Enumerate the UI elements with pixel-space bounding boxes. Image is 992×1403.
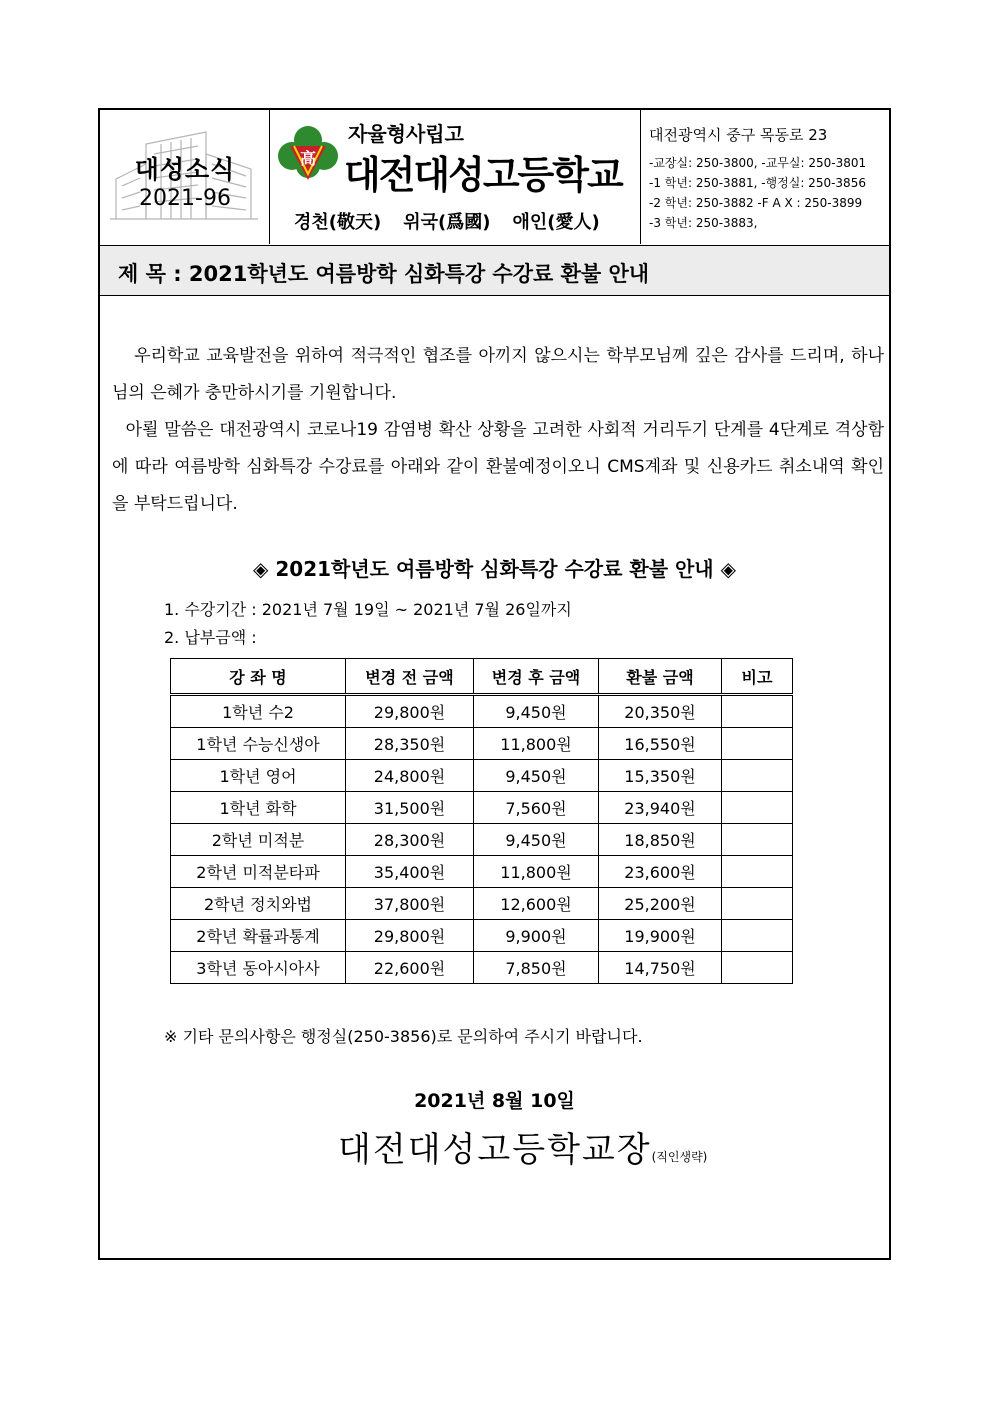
cell-after: 11,800원	[474, 728, 599, 760]
cell-remarks	[722, 760, 793, 792]
table-row	[171, 760, 793, 792]
contact-info	[641, 110, 891, 244]
item-list	[164, 596, 572, 652]
cell-refund: 14,750원	[599, 952, 722, 984]
cell-remarks	[722, 952, 793, 984]
cell-before: 24,800원	[346, 760, 474, 792]
cell-course: 3학년 동아시아사	[171, 952, 346, 984]
fee-table	[170, 658, 793, 984]
cell-before: 28,350원	[346, 728, 474, 760]
table-row	[171, 695, 793, 728]
cell-remarks	[722, 920, 793, 952]
phone-line-1: -교장실: 250-3800, -교무실: 250-3801	[649, 156, 867, 170]
cell-course: 1학년 수2	[171, 695, 346, 728]
subject-line: 제 목 : 2021학년도 여름방학 심화특강 수강료 환불 안내	[100, 246, 889, 296]
cell-refund: 20,350원	[599, 695, 722, 728]
cell-remarks	[722, 888, 793, 920]
header-refund: 환불 금액	[599, 659, 722, 695]
motto-1: 경천(敬天)	[294, 212, 382, 233]
seal-omitted-note: (직인생략)	[651, 1150, 708, 1164]
cell-before: 35,400원	[346, 856, 474, 888]
body-paragraph-1: 우리학교 교육발전을 위하여 적극적인 협조를 아끼지 않으시는 학부모님께 깊은 감사를 드리며, 하나님의 은혜가 충만하시기를 기원합니다.	[112, 346, 884, 403]
cell-refund: 23,600원	[599, 856, 722, 888]
cell-after: 12,600원	[474, 888, 599, 920]
cell-refund: 25,200원	[599, 888, 722, 920]
cell-before: 29,800원	[346, 920, 474, 952]
header-before: 변경 전 금액	[346, 659, 474, 695]
cell-remarks	[722, 856, 793, 888]
item-period: 1. 수강기간 : 2021년 7월 19일 ~ 2021년 7월 26일까지	[164, 600, 572, 619]
table-row	[171, 856, 793, 888]
document-frame	[98, 108, 891, 1260]
cell-after: 7,850원	[474, 952, 599, 984]
motto-2: 위국(爲國)	[403, 212, 491, 233]
cell-after: 9,450원	[474, 824, 599, 856]
motto-3: 애인(愛人)	[512, 212, 600, 233]
cell-before: 29,800원	[346, 695, 474, 728]
principal-signature	[338, 1122, 707, 1171]
inquiry-note: ※ 기타 문의사항은 행정실(250-3856)로 문의하여 주시기 바랍니다.	[164, 1027, 643, 1046]
school-type: 자율형사립고	[348, 122, 464, 146]
letter-body	[112, 338, 884, 523]
cell-remarks	[722, 824, 793, 856]
cell-refund: 16,550원	[599, 728, 722, 760]
table-row	[171, 824, 793, 856]
phone-line-3: -2 학년: 250-3882 -F A X : 250-3899	[649, 196, 863, 210]
cell-after: 9,450원	[474, 695, 599, 728]
school-emblem-icon	[276, 122, 340, 188]
cell-course: 2학년 정치와법	[171, 888, 346, 920]
cell-refund: 19,900원	[599, 920, 722, 952]
cell-course: 2학년 미적분	[171, 824, 346, 856]
school-name: 대전대성고등학교	[344, 153, 622, 197]
school-identity	[270, 110, 641, 244]
school-address: 대전광역시 중구 목동로 23	[649, 126, 828, 144]
header-after: 변경 후 금액	[474, 659, 599, 695]
phone-line-2: -1 학년: 250-3881, -행정실: 250-3856	[649, 176, 866, 190]
newsletter-badge	[100, 110, 270, 244]
table-row	[171, 888, 793, 920]
cell-refund: 23,940원	[599, 792, 722, 824]
issue-number: 2021-96	[139, 186, 231, 211]
school-mottos	[294, 208, 622, 234]
header-remarks: 비고	[722, 659, 793, 695]
header-course: 강 좌 명	[171, 659, 346, 695]
issue-date: 2021년 8월 10일	[414, 1090, 575, 1112]
table-row	[171, 952, 793, 984]
cell-remarks	[722, 792, 793, 824]
cell-after: 9,900원	[474, 920, 599, 952]
emblem-glyph: 高	[299, 149, 317, 168]
principal-title: 대전대성고등학교장	[338, 1130, 652, 1170]
table-row	[171, 920, 793, 952]
cell-course: 1학년 화학	[171, 792, 346, 824]
cell-before: 31,500원	[346, 792, 474, 824]
cell-refund: 15,350원	[599, 760, 722, 792]
cell-after: 11,800원	[474, 856, 599, 888]
cell-remarks	[722, 695, 793, 728]
cell-course: 2학년 미적분타파	[171, 856, 346, 888]
cell-remarks	[722, 728, 793, 760]
table-header-row	[171, 659, 793, 695]
cell-after: 7,560원	[474, 792, 599, 824]
item-payment: 2. 납부금액 :	[164, 628, 257, 647]
table-row	[171, 792, 793, 824]
body-paragraph-2: 아뢸 말씀은 대전광역시 코로나19 감염병 확산 상황을 고려한 사회적 거리두기 단계를 4단계로 격상함에 따라 여름방학 심화특강 수강료를 아래와 같이 환불예정이오니 CMS계좌 및 신용카드 취소내역 확인을 부탁드립니다.	[112, 420, 884, 514]
table-title: ◈ 2021학년도 여름방학 심화특강 수강료 환불 안내 ◈	[253, 557, 736, 581]
cell-before: 22,600원	[346, 952, 474, 984]
cell-after: 9,450원	[474, 760, 599, 792]
cell-before: 28,300원	[346, 824, 474, 856]
phone-line-4: -3 학년: 250-3883,	[649, 216, 758, 230]
newsletter-title: 대성소식	[134, 155, 236, 184]
cell-refund: 18,850원	[599, 824, 722, 856]
cell-course: 2학년 확률과통계	[171, 920, 346, 952]
cell-course: 1학년 수능신생아	[171, 728, 346, 760]
cell-course: 1학년 영어	[171, 760, 346, 792]
cell-before: 37,800원	[346, 888, 474, 920]
table-row	[171, 728, 793, 760]
letterhead	[100, 110, 889, 246]
